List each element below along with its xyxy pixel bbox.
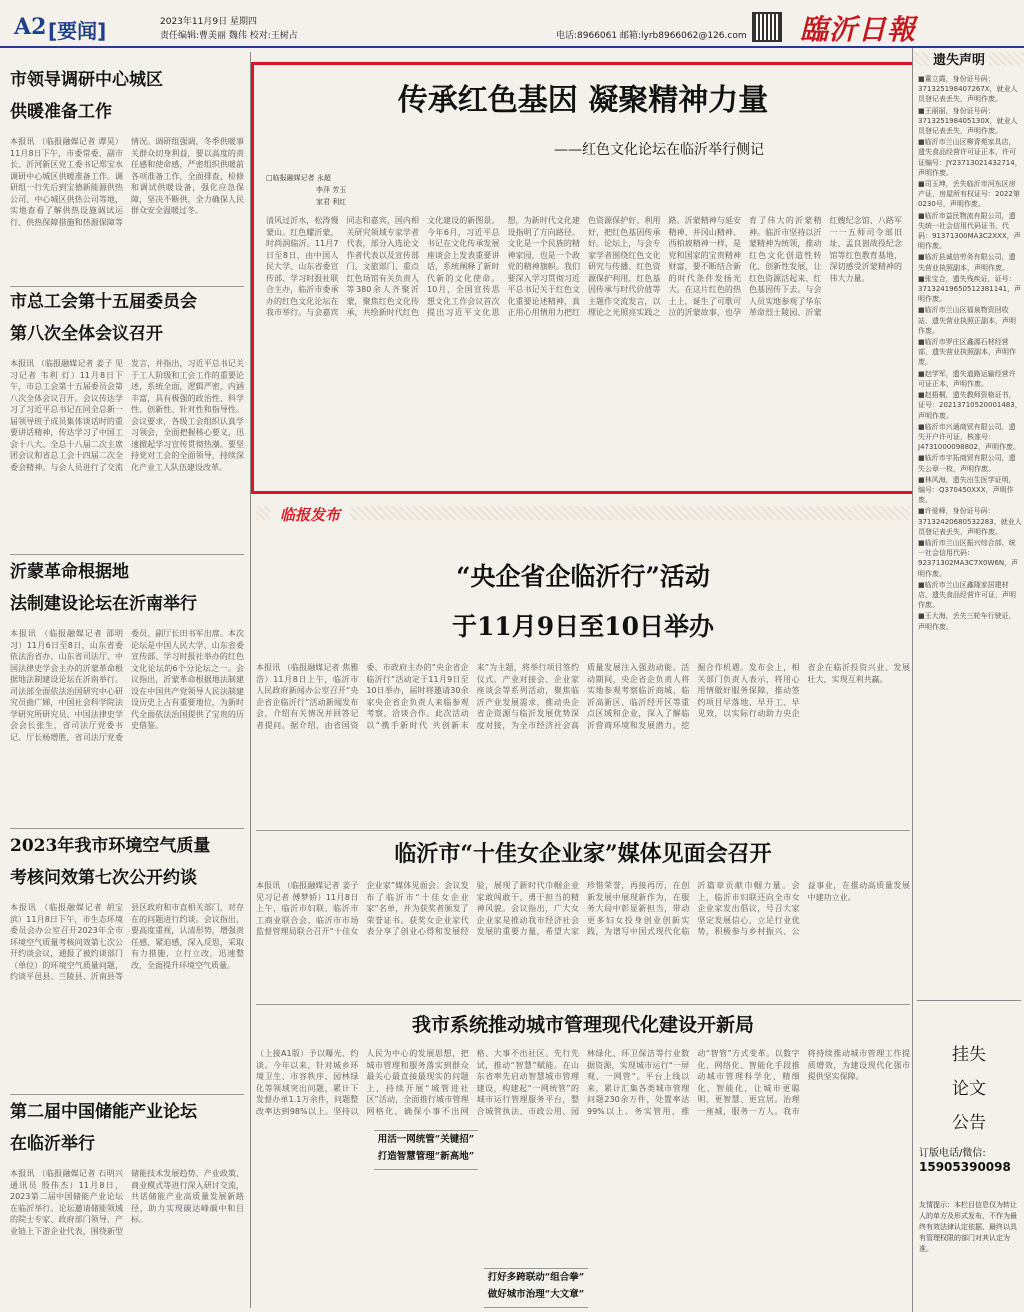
notice-entry: ■临沂市兰山区振兴综合部，统一社会信用代码：92371302MA3C7X0W6N，声明作废。: [918, 538, 1019, 578]
notice-column: [912, 48, 1024, 1312]
notice-entry: ■张宝合，遗失残疾证，证号：37132419650512381141，声明作废。: [918, 274, 1022, 304]
notice-entry: ■林风海，遗失出生医学证明，编号：Q370450XXX，声明作废。: [918, 475, 1016, 505]
article-heating: [10, 64, 244, 282]
notice-entry: ■临沂市兴通商贸有限公司，遗失开户许可证，核准号：J4731000098802，声明作废。: [918, 422, 1020, 452]
contact-line: 电话:8966061 邮箱:lyrb8966062@126.com: [556, 31, 747, 41]
headline: 市领导调研中心城区: [10, 70, 163, 90]
notice-entry: ■司玉坤，丢失临沂市河东区房产证，房屋所有权证号：2022第0230号，声明作废。: [918, 180, 1020, 209]
article-body: 本报讯 （临报融媒记者 谭昊）11月8日下午，市委常委、副市长、沂河新区党工委书记郑宝水调研中心城区供暖准备工作。调研组一行先后到宝德新能源供热公司、中心城区供热公司等地，实地查看了解供热设施调试运行、供热保障措施和热源保障等情况。调研组强调，冬季供暖事关群众切身利益，要以高度的责任感和使命感，严密组织供暖前各项准备工作，全面排查、检修和调试供暖设备，强化应急保障，坚决不断供，全力确保人民群众安全温暖过冬。: [10, 137, 244, 227]
left-news-column: [10, 64, 244, 1312]
headline-line-2: 供暖准备工作: [10, 102, 112, 122]
notice-entry: ■临沂市益民物流有限公司，遗失统一社会信用代码证书，代码：91371300MA3C2XXX，声明作废。: [918, 211, 1021, 251]
city-subhead-box-2: [484, 1268, 588, 1308]
order-phone: 15905390098: [919, 1160, 1011, 1174]
headline: 第二届中国储能产业论坛: [10, 1102, 197, 1122]
notice-entry: ■临沂市宇拓商贸有限公司，遗失公章一枚，声明作废。: [918, 454, 1016, 473]
lost-paper-label-1: 挂失: [952, 1045, 986, 1065]
divider: [256, 1004, 910, 1005]
headline: 沂蒙革命根据地: [10, 562, 129, 582]
qr-code-icon: [752, 12, 782, 42]
divider: [10, 554, 244, 555]
notice-entry: ■临沂市兰山区鑫隆家居建材店，遗失食品经营许可证，声明作废。: [918, 580, 1016, 610]
feature-article-box: [251, 62, 915, 494]
article-body: 本报讯 （临报融媒记者 胡宝滨）11月8日下午，市生态环境委员会办公室召开2023年全市环境空气质量考核问效第七次公开约谈会议，通报了被约谈部门（单位）的环境空气质量问题，约谈平邑县、兰陵县、沂南县等县区政府和市直相关部门，对存在的问题进行约谈。会议指出，要高度重视，认清形势，增强责任感、紧迫感，深入反思，采取有力措施，立行立改，迅速整改，全面提升环境空气质量。: [10, 903, 244, 981]
notice-entry: ■临沂市兰山区柳青苑家具店，遗失食品经营许可证正本，许可证编号：JY23713021432714，声明作废。: [918, 138, 1022, 177]
city-body: （上接A1版）予以曝光、约谈。今年以来，针对城乡环境卫生、市容秩序、园林绿化等领域突出问题，累计下发督办单1.1万余件，问题整改率达到98%以上。坚持以人民为中心的发展思想，把城市管理和服务落实到群众最关心最直接最现实的问题上，持续开展“城管进社区”活动，全面推行城市管理网格化，确保小事不出网格、大事不出社区。先行先试，推动“智慧”赋能。在山东省率先启动智慧城市管理建设，构建起“一网统管”的城市运行管理服务平台，整合城管执法、市政公用、园林绿化、环卫保洁等行业数据资源，实现城市运行“一屏观、一网管”。平台上线以来，累计汇集各类城市管理问题230余万件，处置率达99%以上。务实管用，推动“智管”方式变革。以数字化、网络化、智能化手段推动城市管理科学化、精细化、智能化，让城市更聪明、更智慧、更宜居。治理一座城，服务一方人。我市将持续推动城市管理工作提质增效，为建设现代化强市提供坚实保障。: [256, 1049, 910, 1116]
feature-byline-3: 家君 利红: [316, 198, 347, 206]
date-line: 2023年11月9日 星期四: [160, 17, 257, 27]
city-subhead-2: 打造智慧管理“新高地”: [377, 1151, 475, 1162]
article-body: 本报讯 （临报融媒记者 邵明习）11月6日至8日，山东省委依法治省办、山东省司法厅、中国法律史学会主办的沂蒙革命根据地法制建设论坛在沂南举行。司法部全面依法治国研究中心研究员曲广娣，中国社会科学院法学研究所研究员、中国法律史学会会长张生，省司法厅党委书记、厅长杨增胜，省司法厅党委委员、副厅长田书军出席。本次论坛是中国人民大学、山东省委宣传部、学习时报社举办的红色文化论坛的6个分论坛之一。会议指出，沂蒙革命根据地法制建设在中国共产党领导人民法制建设历史上占有重要地位，为新时代全面依法治国提供了宝贵的历史借鉴。: [10, 629, 244, 742]
women-body: 本报讯 （临报融媒记者 姜子 见习记者 傅梦娇）11月8日上午，临沂市妇联、临沂市工商业联合会、临沂市市场监督管理局联合召开“十佳女企业家”媒体见面会。会议发布了临沂市“十佳女企业家”名单，并为获奖者颁发了荣誉证书。获奖女企业家代表分享了创业心得和发展经验，展现了新时代巾帼企业家敢闯敢干、勇于担当的精神风貌。会议指出，广大女企业家是推动我市经济社会发展的重要力量，希望大家珍惜荣誉，再接再厉，在创新发展中展现新作为，在服务大局中彰显新担当，带动更多妇女投身创业创新实践，为谱写中国式现代化临沂篇章贡献巾帼力量。会上，临沂市妇联还向全市女企业家发出倡议，号召大家坚定发展信心，立足行业优势，积极参与乡村振兴、公益事业，在推动高质量发展中建功立业。: [256, 881, 910, 936]
release-headline-2: 于11月9日至10日举办: [452, 612, 714, 641]
article-energy-storage: [10, 1096, 244, 1312]
city-subhead-3: 打好多跨联动“组合拳”: [487, 1272, 585, 1283]
header-rule: [0, 46, 1024, 48]
page-code: A2: [14, 14, 47, 40]
headline: 市总工会第十五届委员会: [10, 292, 197, 312]
masthead-logo: 臨沂日報: [800, 13, 917, 46]
order-label: 订版电话/微信:: [919, 1148, 986, 1159]
notice-title-bar: [913, 48, 1024, 70]
city-subhead-1: 用活一网统管“关键招”: [377, 1134, 475, 1145]
notice-entry: ■临沂市兰山区福泉物资回收站，遗失营业执照正副本，声明作废。: [918, 306, 1016, 335]
headline-line-2: 第八次全体会议召开: [10, 324, 163, 344]
lost-paper-label-3: 公告: [952, 1113, 986, 1133]
feature-byline-2: 李萍 芳玉: [316, 186, 347, 194]
headline: 2023年我市环境空气质量: [10, 836, 211, 856]
notice-divider: [917, 1000, 1021, 1001]
article-body: 本报讯 （临报融媒记者 姜子 见习记者 韦利 灯）11月8日下午，市总工会第十五届委员会第八次全体会议召开。会议传达学习了习近平总书记在同全总新一届领导班子成员集体谈话时的重要讲话精神，传达学习了中国工会十八大、全总十八届二次主席团会议和省总工会十四届二次全委会精神。与会人员进行了交流发言，并指出，习近平总书记关于工人阶级和工会工作的重要论述，系统全面，逻辑严密，内涵丰富，具有极强的政治性、科学性、创新性、针对性和指导性。会议要求，各级工会组织认真学习领会，全面把握核心要义，迅速掀起学习宣传贯彻热潮。要坚持党对工会的全面领导，持续深化产业工人队伍建设改革。: [10, 359, 244, 472]
article-air-quality: [10, 830, 244, 1120]
notice-entry: ■赵梧桐，遗失教师资格证书，证号：20213710520001483，声明作废。: [918, 391, 1022, 420]
city-subhead-box-1: [374, 1130, 478, 1170]
notice-entries: [918, 74, 1022, 1074]
feature-byline-1: □临报融媒记者 永超: [266, 174, 331, 182]
lost-paper-box: [913, 1012, 1024, 1312]
women-entrepreneurs-article: [256, 836, 910, 1002]
feature-body: 清风过沂水，松涛慢蒙山。红色耀沂蒙，时尚润临沂。11月7日至8日，由中国人民大学、山东省委宣传部、学习时报社联合主办，临沂市委承办的红色文化论坛在我市举行。与会嘉宾同志和嘉宾，国内相关研究领域专家学者代表，部分入选论文作者代表以及宣传部门、文旅部门、重点红色场馆有关负责人等380余人齐聚沂蒙，聚焦红色文化传承，共绘新时代红色文化建设的新图景。今年6月，习近平总书记在文化传承发展座谈会上发表重要讲话，系统阐释了新时代新的文化使命。10月，全国宣传思想文化工作会议首次提出习近平文化思想，为新时代文化建设指明了方向路径。文化是一个民族的精神家园，也是一个政党的精神旗帜。我们要深入学习贯彻习近平总书记关于红色文化重要论述精神，真正用心用情用力把红色资源保护好、利用好，把红色基因传承好。论坛上，与会专家学者围绕红色文化研究与传播、红色资源保护利用、红色基因传承与时代价值等主题作交流发言，以理论之光照亮实践之路。沂蒙精神与延安精神、井冈山精神、西柏坡精神一样，是党和国家的宝贵精神财富，要不断结合新的时代条件发扬光大。在这片红色的热土上，诞生了可歌可泣的沂蒙故事，也孕育了伟大的沂蒙精神。临沂市坚持以沂蒙精神为统领，推动红色文化创造性转化、创新性发展，让红色资源活起来、红色基因传下去。与会人员实地参观了华东革命烈士陵园、沂蒙红嫂纪念馆、八路军一一五师司令部旧址、孟良崮战役纪念馆等红色教育基地，深切感受沂蒙精神的伟大力量。: [266, 216, 902, 317]
notice-entry: ■许爱峰，身份证号码：37132420680532283，就业人员登记表丢失，声明作废。: [918, 507, 1022, 536]
release-section: [256, 498, 910, 828]
notice-entry: ■临沂县诚信劳务有限公司，遗失营业执照副本，声明作废。: [918, 253, 1016, 272]
section-label: [要闻]: [48, 19, 107, 43]
notice-disclaimer: 友情提示：本栏目信息仅为转让人的单方及形式发布，不作为最终有效法律认定依据，最终以具有管理权限的部门对其认定为准。: [919, 1201, 1017, 1253]
article-body: 本报讯 （临报融媒记者 石明兴 通讯员 殷伟杰）11月8日，2023第二届中国储能产业论坛在临沂举行。论坛邀请储能领域的院士专家、政府部门领导、产业链上下游企业代表，围绕新型储能技术发展趋势、产业政策、商业模式等进行深入研讨交流，共话储能产业高质量发展新路径，助力实现碳达峰碳中和目标。: [10, 1169, 244, 1236]
notice-entry: ■王大海，丢失三轮车行驶证，声明作废。: [918, 612, 1016, 631]
headline-line-2: 法制建设论坛在沂南举行: [10, 594, 197, 614]
notice-entry: ■赵学军，遗失道路运输经营许可证正本，声明作废。: [918, 369, 1016, 388]
notice-entry: ■董立霞，身份证号码：371325198407267X，就业人员登记表丢失，声明作废。: [918, 75, 1018, 104]
release-body: 本报讯 （临报融媒记者 焦雅浩）11月8日上午，临沂市人民政府新闻办公室召开“央企省企临沂行”活动新闻发布会，介绍有关情况并回答记者提问。据介绍，由省国资委、市政府主办的“央企省企临沂行”活动定于11月9日至10日举办，届时将邀请30余家央企省企负责人来临参观考察、洽谈合作。此次活动以“携手新时代 共创新未来”为主题，将举行项目签约仪式、产业对接会、企业家座谈会等系列活动，聚焦临沂产业发展需求，推动央企省企资源与临沂发展优势深度对接，为全市经济社会高质量发展注入强劲动能。活动期间，央企省企负责人将实地参观考察临沂商城、临沂高新区、临沂经开区等重点区域和企业，深入了解临沂营商环境和发展潜力，挖掘合作机遇。发布会上，相关部门负责人表示，将用心用情做好服务保障，推动签约项目早落地、早开工、早见效，以实际行动助力央企省企在临沂投资兴业、发展壮大，实现互利共赢。: [256, 663, 910, 730]
feature-headline: 传承红色基因 凝聚精神力量: [397, 83, 769, 118]
editors-line: 责任编辑:曹美丽 魏伟 校对:王树占: [160, 31, 298, 41]
release-tag-bar: [256, 502, 910, 524]
page-header: [0, 0, 1024, 46]
city-subhead-4: 做好城市治理“大文章”: [487, 1289, 585, 1300]
headline-line-2: 考核问效第七次公开约谈: [10, 868, 197, 888]
city-headline: 我市系统推动城市管理现代化建设开新局: [411, 1014, 754, 1036]
divider: [256, 830, 910, 831]
divider: [10, 828, 244, 829]
lost-paper-label-2: 论文: [952, 1079, 986, 1099]
tag-stripe: [256, 506, 910, 520]
feature-subhead: ——红色文化论坛在临沂举行侧记: [554, 142, 764, 158]
article-legal-forum: [10, 556, 244, 832]
release-tag: 临报发布: [270, 502, 350, 527]
notice-entry: ■王丽丽，身份证号码：371325198405130X，就业人员登记表丢失，声明作废。: [918, 106, 1018, 136]
notice-title: 遗失声明: [929, 49, 989, 68]
notice-entry: ■临沂市罗庄区鑫源石材经营部，遗失营业执照副本，声明作废。: [918, 338, 1016, 367]
divider: [10, 1094, 244, 1095]
city-management-article: [256, 1008, 910, 1312]
release-headline-1: “央企省企临沂行”活动: [456, 562, 710, 591]
women-headline: 临沂市“十佳女企业家”媒体见面会召开: [394, 841, 772, 867]
headline-line-2: 在临沂举行: [10, 1134, 95, 1154]
